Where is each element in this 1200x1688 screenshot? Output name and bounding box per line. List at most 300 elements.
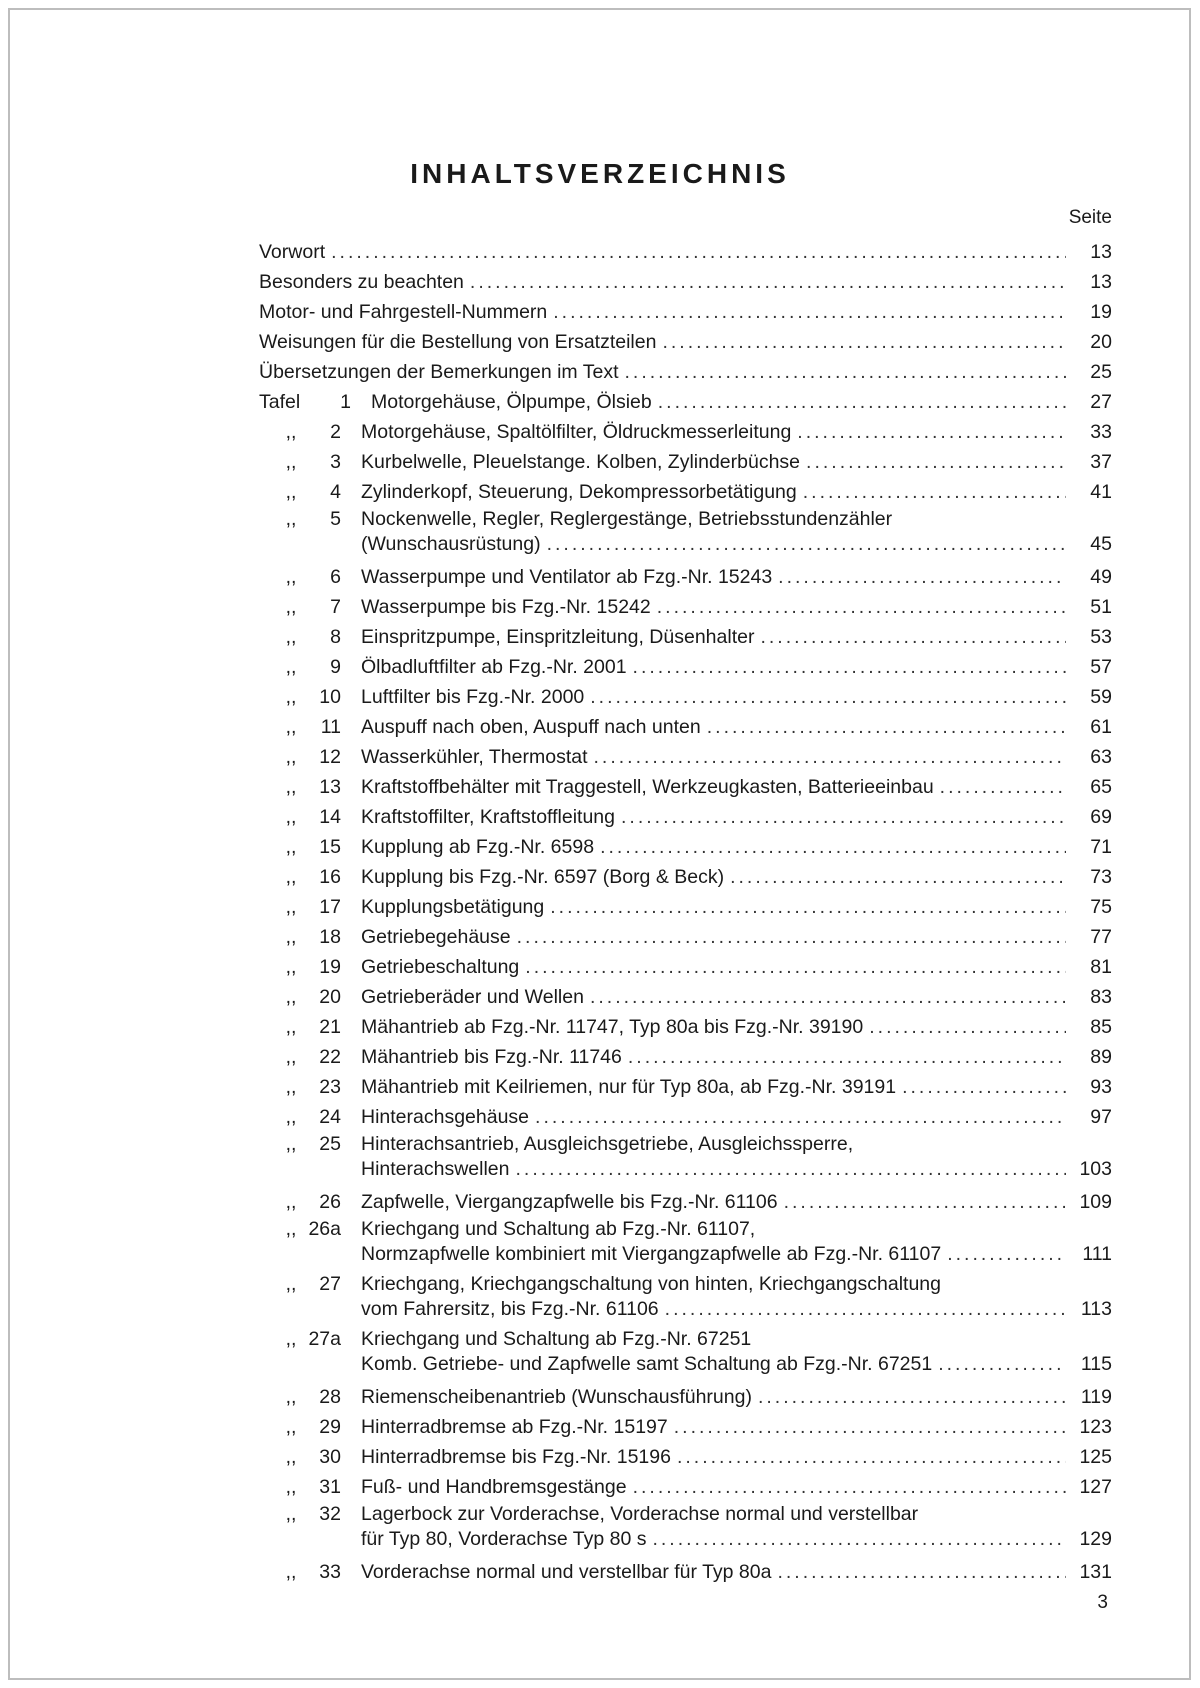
- leader-dots: [331, 237, 1066, 267]
- toc-prefix: [259, 592, 361, 622]
- ditto-mark: ,,: [285, 1076, 297, 1098]
- toc-entry-page: 59: [1090, 686, 1112, 708]
- toc-entry: [259, 357, 1112, 387]
- toc-entry-text: Nockenwelle, Regler, Reglergestänge, Betriebsstundenzähler: [361, 508, 893, 530]
- tafel-number: 2: [330, 421, 341, 443]
- toc-entry-page: 115: [1080, 1353, 1112, 1375]
- toc-entry-tafel: [259, 892, 1112, 922]
- leader-dots: [658, 387, 1066, 417]
- toc-entry-text: Kriechgang und Schaltung ab Fzg.-Nr. 61107,: [361, 1218, 756, 1240]
- toc-line: [259, 592, 1112, 622]
- ditto-mark: ,,: [285, 1328, 297, 1350]
- tafel-number: 18: [319, 926, 341, 948]
- toc-entry-tafel: [259, 832, 1112, 862]
- toc-prefix: [259, 1557, 361, 1587]
- toc-prefix: [259, 622, 361, 652]
- toc-line: [259, 1217, 1112, 1242]
- leader-dots: [470, 267, 1066, 297]
- tafel-number: 4: [330, 481, 341, 503]
- toc-line: [259, 1382, 1112, 1412]
- toc-entry-tafel: [259, 982, 1112, 1012]
- toc-line: [259, 1412, 1112, 1442]
- ditto-mark: ,,: [285, 1191, 297, 1213]
- page-title: INHALTSVERZEICHNIS: [410, 158, 790, 189]
- toc-line: [259, 772, 1112, 802]
- toc-entry-page: 109: [1079, 1191, 1112, 1213]
- toc-entry-text: Luftfilter bis Fzg.-Nr. 2000: [361, 686, 585, 708]
- toc-entry-text: Besonders zu beachten: [259, 271, 464, 293]
- toc-line: [259, 1012, 1112, 1042]
- leader-dots: [594, 742, 1067, 772]
- tafel-label: Tafel: [259, 391, 301, 413]
- toc-entry-text: Weisungen für die Bestellung von Ersatzteilen: [259, 331, 657, 353]
- toc-prefix: [259, 1272, 361, 1297]
- ditto-mark: ,,: [285, 1218, 297, 1240]
- tafel-number: 21: [319, 1016, 341, 1038]
- tafel-number: 26: [319, 1191, 341, 1213]
- leader-dots: [621, 802, 1066, 832]
- toc-line: [259, 387, 1112, 417]
- leader-dots: [628, 1042, 1066, 1072]
- toc-prefix: [259, 1132, 361, 1157]
- toc-entry-text: Kupplung bis Fzg.-Nr. 6597 (Borg & Beck): [361, 866, 725, 888]
- toc-prefix: [259, 1012, 361, 1042]
- tafel-number: 27: [319, 1273, 341, 1295]
- leader-dots: [777, 1557, 1066, 1587]
- ditto-mark: ,,: [285, 566, 297, 588]
- leader-dots: [947, 1242, 1066, 1267]
- tafel-number: 31: [319, 1476, 341, 1498]
- toc-entry-tafel: [259, 712, 1112, 742]
- toc-entry-text: vom Fahrersitz, bis Fzg.-Nr. 61106: [361, 1298, 659, 1320]
- ditto-mark: ,,: [285, 926, 297, 948]
- toc-line: [259, 922, 1112, 952]
- tafel-number: 33: [319, 1561, 341, 1583]
- toc-entry-page: 93: [1090, 1076, 1112, 1098]
- leader-dots: [553, 297, 1066, 327]
- toc-line: [259, 1442, 1112, 1472]
- toc-entry-text: Motor- und Fahrgestell-Nummern: [259, 301, 548, 323]
- toc-prefix: [259, 562, 361, 592]
- toc-entry-text: Einspritzpumpe, Einspritzleitung, Düsenhalter: [361, 626, 755, 648]
- toc-prefix: [259, 507, 361, 532]
- leader-dots: [784, 1187, 1066, 1217]
- toc-entry-tafel: [259, 1327, 1112, 1382]
- toc-entry-text: Vorderachse normal und verstellbar für Typ 80a: [361, 1561, 772, 1583]
- toc-entry-page: 51: [1090, 596, 1112, 618]
- toc-line: [259, 417, 1112, 447]
- toc-entry-tafel: [259, 952, 1112, 982]
- toc-entry-text: Zapfwelle, Viergangzapfwelle bis Fzg.-Nr. 61106: [361, 1191, 778, 1213]
- tafel-number: 27a: [308, 1328, 341, 1350]
- toc-prefix: [259, 1382, 361, 1412]
- toc-entry-text: Vorwort: [259, 241, 326, 263]
- tafel-number: 20: [319, 986, 341, 1008]
- toc-line: [259, 862, 1112, 892]
- toc-entry-text: Getrieberäder und Wellen: [361, 986, 584, 1008]
- toc-prefix: [259, 1187, 361, 1217]
- ditto-mark: ,,: [285, 656, 297, 678]
- toc-entry-text: Lagerbock zur Vorderachse, Vorderachse normal und verstellbar: [361, 1503, 919, 1525]
- leader-dots: [652, 1527, 1066, 1552]
- toc-prefix: [259, 1297, 361, 1322]
- toc-entry-text: Mähantrieb ab Fzg.-Nr. 11747, Typ 80a bis Fzg.-Nr. 39190: [361, 1016, 864, 1038]
- toc-prefix: [259, 1242, 361, 1267]
- toc-prefix: [259, 1527, 361, 1552]
- toc-entry-text: Kriechgang, Kriechgangschaltung von hinten, Kriechgangschaltung: [361, 1273, 941, 1295]
- toc-line: [259, 1557, 1112, 1587]
- toc-entry-text: für Typ 80, Vorderachse Typ 80 s: [361, 1528, 647, 1550]
- toc-prefix: [259, 417, 361, 447]
- leader-dots: [516, 1157, 1067, 1182]
- ditto-mark: ,,: [285, 1106, 297, 1128]
- toc-prefix: [259, 772, 361, 802]
- leader-dots: [707, 712, 1066, 742]
- toc-prefix: [259, 682, 361, 712]
- toc-entry-text: Mähantrieb mit Keilriemen, nur für Typ 80a, ab Fzg.-Nr. 39191: [361, 1076, 897, 1098]
- toc-entry-page: 65: [1090, 776, 1112, 798]
- toc-prefix: [259, 982, 361, 1012]
- toc-line: [259, 1157, 1112, 1182]
- toc-line: [259, 1072, 1112, 1102]
- toc-entry-page: 123: [1079, 1416, 1112, 1438]
- ditto-mark: ,,: [285, 1133, 297, 1155]
- toc-entry-text: Hinterachsantrieb, Ausgleichsgetriebe, Ausgleichssperre,: [361, 1133, 854, 1155]
- toc-line: [259, 1297, 1112, 1322]
- ditto-mark: ,,: [285, 1503, 297, 1525]
- leader-dots: [590, 682, 1066, 712]
- tafel-number: 9: [330, 656, 341, 678]
- tafel-number: 16: [319, 866, 341, 888]
- toc-entry: [259, 267, 1112, 297]
- toc-entry-text: Normzapfwelle kombiniert mit Viergangzapfwelle ab Fzg.-Nr. 61107: [361, 1243, 942, 1265]
- toc-prefix: [259, 1072, 361, 1102]
- ditto-mark: ,,: [285, 896, 297, 918]
- toc-line: [259, 982, 1112, 1012]
- toc-entry-tafel: [259, 1187, 1112, 1217]
- toc-entry-text: Getriebegehäuse: [361, 926, 511, 948]
- toc-prefix: [259, 952, 361, 982]
- toc-line: [259, 297, 1112, 327]
- toc-entry-text: Zylinderkopf, Steuerung, Dekompressorbetätigung: [361, 481, 797, 503]
- toc-line: [259, 1327, 1112, 1352]
- toc-entry-tafel: [259, 1412, 1112, 1442]
- ditto-mark: ,,: [285, 1561, 297, 1583]
- toc-prefix: [259, 1042, 361, 1072]
- toc-line: [259, 507, 1112, 532]
- toc-entry-page: 71: [1090, 836, 1112, 858]
- toc-line: [259, 742, 1112, 772]
- leader-dots: [625, 357, 1066, 387]
- ditto-mark: ,,: [285, 596, 297, 618]
- toc-entry-tafel: [259, 447, 1112, 477]
- toc-prefix: [259, 1327, 361, 1352]
- ditto-mark: ,,: [285, 1016, 297, 1038]
- toc-entry-text: Motorgehäuse, Ölpumpe, Ölsieb: [371, 391, 652, 413]
- toc-line: [259, 1502, 1112, 1527]
- toc-entry-page: 81: [1090, 956, 1112, 978]
- toc-line: [259, 532, 1112, 557]
- toc-entry-page: 49: [1090, 566, 1112, 588]
- toc-entry-tafel: [259, 1072, 1112, 1102]
- toc-prefix: [259, 1217, 361, 1242]
- toc-entry-page: 127: [1079, 1476, 1112, 1498]
- toc-entry-page: 61: [1090, 716, 1112, 738]
- toc-line: [259, 237, 1112, 267]
- tafel-number: 24: [319, 1106, 341, 1128]
- ditto-mark: ,,: [285, 686, 297, 708]
- toc-prefix: [259, 1412, 361, 1442]
- toc-prefix: [259, 862, 361, 892]
- leader-dots: [550, 892, 1066, 922]
- toc-entry-page: 37: [1090, 451, 1112, 473]
- toc-entry-page: 45: [1090, 533, 1112, 555]
- tafel-number: 22: [319, 1046, 341, 1068]
- tafel-number: 30: [319, 1446, 341, 1468]
- ditto-mark: ,,: [285, 451, 297, 473]
- ditto-mark: ,,: [285, 1386, 297, 1408]
- toc-line: [259, 477, 1112, 507]
- toc-entry-text: Mähantrieb bis Fzg.-Nr. 11746: [361, 1046, 622, 1068]
- toc-entry-page: 25: [1090, 361, 1112, 383]
- toc-prefix: [259, 447, 361, 477]
- toc-entry-page: 13: [1090, 241, 1112, 263]
- toc-entry-tafel: [259, 477, 1112, 507]
- toc-line: [259, 682, 1112, 712]
- toc-entry-page: 103: [1079, 1158, 1112, 1180]
- toc-prefix: [259, 712, 361, 742]
- ditto-mark: ,,: [285, 836, 297, 858]
- toc-entry-tafel: [259, 652, 1112, 682]
- ditto-mark: ,,: [285, 746, 297, 768]
- tafel-number: 17: [319, 896, 341, 918]
- toc-entry-page: 77: [1090, 926, 1112, 948]
- leader-dots: [665, 1297, 1066, 1322]
- toc-entry-page: 83: [1090, 986, 1112, 1008]
- toc-entry-text: Übersetzungen der Bemerkungen im Text: [259, 361, 619, 383]
- toc-entry-page: 41: [1090, 481, 1112, 503]
- toc-entry-text: Wasserpumpe und Ventilator ab Fzg.-Nr. 15243: [361, 566, 773, 588]
- tafel-number: 32: [319, 1503, 341, 1525]
- toc-entry-text: Auspuff nach oben, Auspuff nach unten: [361, 716, 701, 738]
- toc-entry-text: Ölbadluftfilter ab Fzg.-Nr. 2001: [361, 656, 627, 678]
- tafel-number: 7: [330, 596, 341, 618]
- toc-entry-text: Hinterachswellen: [361, 1158, 510, 1180]
- toc-entry-page: 111: [1082, 1243, 1112, 1265]
- toc-entry-tafel: [259, 1272, 1112, 1327]
- toc-entry-page: 85: [1090, 1016, 1112, 1038]
- toc-entry-page: 73: [1090, 866, 1112, 888]
- ditto-mark: ,,: [285, 776, 297, 798]
- leader-dots: [803, 477, 1066, 507]
- toc-entry-page: 113: [1080, 1298, 1112, 1320]
- ditto-mark: ,,: [285, 866, 297, 888]
- ditto-mark: ,,: [285, 1446, 297, 1468]
- toc-entry-page: 13: [1090, 271, 1112, 293]
- toc-entry-tafel: [259, 1102, 1112, 1132]
- toc-entry-text: Kupplung ab Fzg.-Nr. 6598: [361, 836, 595, 858]
- toc-entry-tafel: [259, 592, 1112, 622]
- toc-line: [259, 832, 1112, 862]
- leader-dots: [902, 1072, 1066, 1102]
- toc-entry-text: (Wunschausrüstung): [361, 533, 541, 555]
- toc-entry-page: 131: [1079, 1561, 1112, 1583]
- toc-entry-page: 57: [1090, 656, 1112, 678]
- toc-entry-text: Kraftstoffbehälter mit Traggestell, Werkzeugkasten, Batterieeinbau: [361, 776, 934, 798]
- tafel-number: 11: [320, 716, 341, 738]
- ditto-mark: ,,: [285, 1416, 297, 1438]
- toc-entry-tafel: [259, 622, 1112, 652]
- toc-entry-tafel: [259, 507, 1112, 562]
- toc-entry-text: Kupplungsbetätigung: [361, 896, 545, 918]
- toc-prefix: [259, 1502, 361, 1527]
- toc-line: [259, 357, 1112, 387]
- tafel-number: 23: [319, 1076, 341, 1098]
- toc-line: [259, 712, 1112, 742]
- toc-entry-tafel: [259, 1472, 1112, 1502]
- toc-entry-page: 125: [1079, 1446, 1112, 1468]
- toc-line: [259, 1042, 1112, 1072]
- toc-line: [259, 802, 1112, 832]
- tafel-number: 5: [330, 508, 341, 530]
- toc-entry-text: Motorgehäuse, Spaltölfilter, Öldruckmesserleitung: [361, 421, 792, 443]
- tafel-number: 28: [319, 1386, 341, 1408]
- leader-dots: [730, 862, 1066, 892]
- leader-dots: [657, 592, 1066, 622]
- leader-dots: [760, 622, 1066, 652]
- toc-line: [259, 562, 1112, 592]
- leader-dots: [535, 1102, 1066, 1132]
- tafel-number: 8: [330, 626, 341, 648]
- page-column-header: Seite: [1068, 207, 1112, 228]
- leader-dots: [806, 447, 1066, 477]
- toc-entry-text: Kurbelwelle, Pleuelstange. Kolben, Zylinderbüchse: [361, 451, 801, 473]
- toc-entry-page: 53: [1090, 626, 1112, 648]
- toc-line: [259, 952, 1112, 982]
- tafel-number: 6: [330, 566, 341, 588]
- toc-entry-page: 63: [1090, 746, 1112, 768]
- tafel-number: 1: [340, 391, 351, 413]
- toc-line: [259, 447, 1112, 477]
- toc-entry-tafel: [259, 562, 1112, 592]
- toc-entry-text: Kriechgang und Schaltung ab Fzg.-Nr. 67251: [361, 1328, 752, 1350]
- tafel-number: 25: [319, 1133, 341, 1155]
- toc-entry-text: Komb. Getriebe- und Zapfwelle samt Schaltung ab Fzg.-Nr. 67251: [361, 1353, 933, 1375]
- toc-entry-page: 69: [1090, 806, 1112, 828]
- leader-dots: [758, 1382, 1066, 1412]
- toc-line: [259, 1527, 1112, 1552]
- toc-entry-page: 119: [1080, 1386, 1112, 1408]
- ditto-mark: ,,: [285, 1046, 297, 1068]
- toc-entry-tafel: [259, 1012, 1112, 1042]
- toc-entry-tafel: [259, 417, 1112, 447]
- toc-prefix: [259, 1352, 361, 1377]
- toc-prefix: [259, 892, 361, 922]
- leader-dots: [938, 1352, 1066, 1377]
- toc-entry-tafel: [259, 1557, 1112, 1587]
- toc-entry-tafel: [259, 922, 1112, 952]
- toc-line: [259, 1472, 1112, 1502]
- toc-entry-page: 89: [1090, 1046, 1112, 1068]
- toc-entry: [259, 237, 1112, 267]
- toc-entry-tafel: [259, 862, 1112, 892]
- toc-entry-tafel: [259, 1042, 1112, 1072]
- leader-dots: [778, 562, 1066, 592]
- ditto-mark: ,,: [285, 481, 297, 503]
- ditto-mark: ,,: [285, 716, 297, 738]
- toc-entry: [259, 297, 1112, 327]
- toc-entry-page: 20: [1090, 331, 1112, 353]
- toc-entry: [259, 327, 1112, 357]
- toc-line: [259, 1352, 1112, 1377]
- toc-prefix: [259, 1157, 361, 1182]
- toc-prefix: [259, 652, 361, 682]
- toc-entry-text: Getriebeschaltung: [361, 956, 520, 978]
- toc-entry-tafel: [259, 682, 1112, 712]
- toc-prefix: [259, 832, 361, 862]
- toc-line: [259, 1242, 1112, 1267]
- toc-prefix: [259, 802, 361, 832]
- toc-line: [259, 327, 1112, 357]
- toc-line: [259, 1187, 1112, 1217]
- page-number: 3: [1097, 1592, 1108, 1613]
- toc-entry-tafel: [259, 1502, 1112, 1557]
- toc-entry-text: Hinterachsgehäuse: [361, 1106, 530, 1128]
- leader-dots: [797, 417, 1066, 447]
- toc-line: [259, 267, 1112, 297]
- toc-line: [259, 652, 1112, 682]
- ditto-mark: ,,: [285, 421, 297, 443]
- toc-line: [259, 1272, 1112, 1297]
- ditto-mark: ,,: [285, 956, 297, 978]
- toc-line: [259, 1102, 1112, 1132]
- tafel-number: 19: [319, 956, 341, 978]
- ditto-mark: ,,: [285, 806, 297, 828]
- tafel-number: 3: [330, 451, 341, 473]
- tafel-number: 26a: [308, 1218, 341, 1240]
- leader-dots: [869, 1012, 1066, 1042]
- ditto-mark: ,,: [285, 1273, 297, 1295]
- toc-entry-tafel: [259, 772, 1112, 802]
- leader-dots: [600, 832, 1066, 862]
- toc-line: [259, 892, 1112, 922]
- tafel-number: 15: [319, 836, 341, 858]
- tafel-number: 13: [319, 776, 341, 798]
- toc-entry-text: Fuß- und Handbremsgestänge: [361, 1476, 627, 1498]
- toc-line: [259, 622, 1112, 652]
- toc-prefix: [259, 742, 361, 772]
- toc-entry-text: Riemenscheibenantrieb (Wunschausführung): [361, 1386, 752, 1408]
- leader-dots: [940, 772, 1066, 802]
- toc-entry-text: Wasserpumpe bis Fzg.-Nr. 15242: [361, 596, 651, 618]
- toc-entry-page: 75: [1090, 896, 1112, 918]
- toc-entry-text: Wasserkühler, Thermostat: [361, 746, 588, 768]
- tafel-number: 29: [319, 1416, 341, 1438]
- toc-entry-page: 129: [1079, 1528, 1112, 1550]
- ditto-mark: ,,: [285, 508, 297, 530]
- ditto-mark: ,,: [285, 1476, 297, 1498]
- toc-prefix: [259, 477, 361, 507]
- leader-dots: [547, 532, 1066, 557]
- toc-entry-page: 27: [1090, 391, 1112, 413]
- toc-entry-tafel: [259, 387, 1112, 417]
- toc-entry-page: 97: [1090, 1106, 1112, 1128]
- table-of-contents: [259, 237, 1112, 1587]
- toc-prefix: [259, 387, 371, 417]
- toc-prefix: [259, 1442, 361, 1472]
- toc-prefix: [259, 532, 361, 557]
- leader-dots: [677, 1442, 1066, 1472]
